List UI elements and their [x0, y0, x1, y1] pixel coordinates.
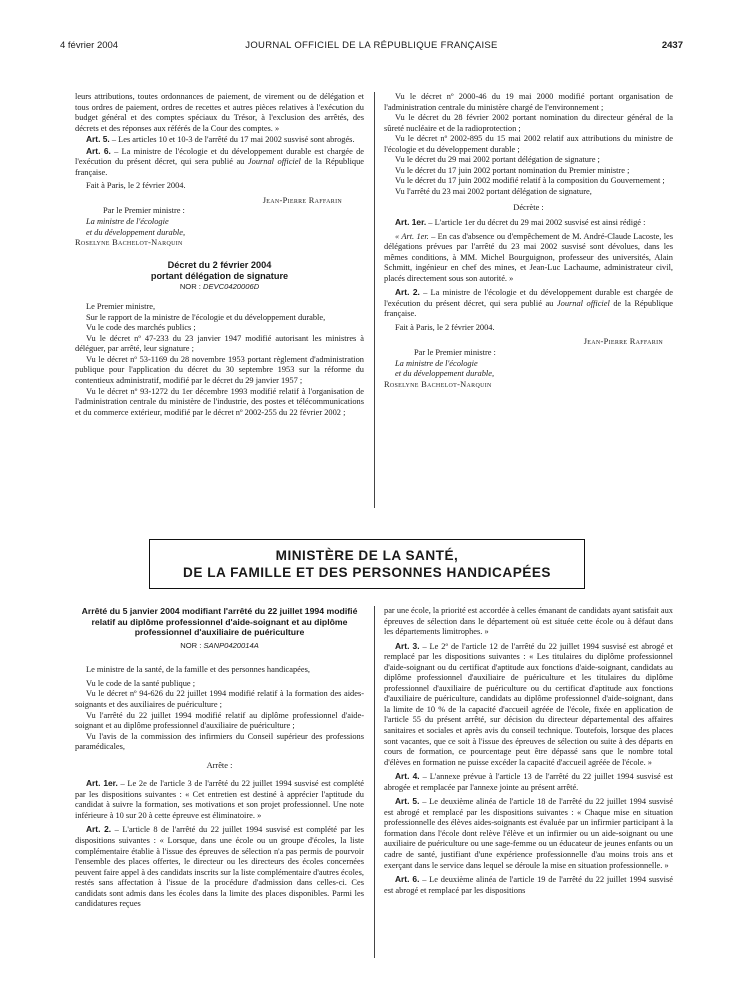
article-text: – Le 2e de l'article 3 de l'arrêté du 22 juillet 1994 susvisé est complété par les dispositions suivantes : « Cet entretien est destiné à apprécier l'aptitude du candidat à suivre la formation, ses motivations et son projet professionnel. Une note inférieure à 10 sur 20 à cette épreuve est éliminatoire. »	[75, 779, 364, 820]
journal-officiel-ref: Journal officiel	[247, 157, 301, 167]
minister-title: La ministre de l'écologie	[395, 358, 478, 368]
vu-clause: Vu l'arrêté du 22 juillet 1994 modifié relatif au diplôme professionnel d'aide-soignant et au diplôme professionnel d'auxiliaire de puériculture ;	[75, 710, 364, 731]
running-header	[60, 40, 683, 54]
minister-title: La ministre de l'écologie	[86, 217, 169, 227]
vu-clause: Vu le décret nº 2000-46 du 19 mai 2000 modifié portant organisation de l'administration centrale du ministère chargé de l'environnement ;	[384, 92, 673, 112]
vu-clause: Vu le décret du 28 février 2002 portant nomination du directeur général de la sûreté nucléaire et de la radioprotection ;	[384, 113, 673, 133]
nor-label: NOR :	[180, 640, 204, 650]
article-label: Art. 5.	[395, 796, 420, 807]
vu-clause: Vu le décret du 29 mai 2002 portant délégation de signature ;	[395, 155, 600, 165]
top-right-column	[384, 92, 673, 390]
header-date: 4 février 2004	[60, 40, 119, 51]
bottom-left-column	[75, 606, 364, 910]
vu-clause: Vu le décret nº 47-233 du 23 janvier 1947 modifié autorisant les ministres à déléguer, par arrêté, leur signature ;	[75, 333, 364, 354]
article-text: – Les articles 10 et 10-3 de l'arrêté du 17 mai 2002 susvisé sont abrogés.	[109, 135, 355, 145]
premier-ministre: Le Premier ministre,	[86, 302, 156, 312]
header-journal-title: JOURNAL OFFICIEL DE LA RÉPUBLIQUE FRANÇAISE	[245, 40, 498, 51]
article-text: En cas d'absence ou d'empêchement de M. André-Claude Lacoste, les délégations prévues par l'arrêté du 23 mai 2002 susvisé sont dévolues, dans les mêmes conditions, à MM. Michel Bourguignon, professeur des universités, Alain Schmitt, ingénieur en chef des mines, et Jean-Luc Lachaume, administrateur civil, placés directement sous son autorité. »	[384, 231, 673, 283]
top-left-column	[75, 92, 364, 418]
arrete-title: Arrêté du 5 janvier 2004 modifiant l'arrêté du 22 juillet 1994 modifié relatif au diplôme professionnel d'aide-soignant et au diplôme professionnel d'auxiliaire de puériculture	[81, 606, 358, 638]
ministry-heading-line1: MINISTÈRE DE LA SANTÉ,	[275, 548, 459, 563]
article-text: – L'annexe prévue à l'article 13 de l'arrêté du 22 juillet 1994 susvisé est abrogée et remplacée par l'annexe jointe au présent arrêté.	[384, 772, 673, 792]
paragraph: Le ministre de la santé, de la famille et des personnes handicapées,	[86, 665, 310, 675]
column-divider	[374, 606, 375, 958]
vu-clause: Vu le décret du 17 juin 2002 portant nomination du Premier ministre ;	[395, 165, 630, 175]
article-text: de la République française.	[384, 298, 673, 319]
article-label: Art. 1er.	[86, 778, 118, 789]
article-text: – L'article 1er du décret du 29 mai 2002 susvisé est ainsi rédigé :	[426, 218, 646, 228]
fait-a-paris: Fait à Paris, le 2 février 2004.	[395, 322, 495, 332]
fait-a-paris: Fait à Paris, le 2 février 2004.	[86, 181, 186, 191]
vu-clause: Vu le décret nº 53-1169 du 28 novembre 1953 portant règlement d'administration publique pour l'application du décret du 30 septembre 1953 sur la réforme du contentieux administratif, modifié par le décret du 29 janvier 1957 ;	[75, 354, 364, 386]
par-le-premier-ministre: Par le Premier ministre :	[414, 348, 496, 358]
par-le-premier-ministre: Par le Premier ministre :	[103, 206, 185, 216]
ministry-heading-line2: DE LA FAMILLE ET DES PERSONNES HANDICAPÉES	[183, 565, 551, 580]
article-label: Art. 2.	[86, 824, 112, 835]
article-text: de la République française.	[75, 157, 364, 177]
nor-code: SANP0420014A	[203, 640, 259, 650]
minister-title: et du développement durable,	[86, 227, 186, 237]
article-label: Art. 4.	[395, 771, 420, 782]
article-text: – La ministre de l'écologie et du développement durable est chargée de l'exécution du présent décret, qui sera publié au	[384, 288, 673, 308]
article-label: Art. 6.	[86, 145, 111, 156]
vu-clause: Vu l'arrêté du 23 mai 2002 portant délégation de signature,	[395, 186, 592, 196]
nor-reference	[75, 641, 364, 652]
nor-label: NOR :	[179, 281, 204, 291]
vu-clause: Vu le décret du 17 juin 2002 modifié relatif à la composition du Gouvernement ;	[395, 176, 665, 186]
arrete-heading: Arrête :	[206, 760, 233, 770]
article-text: – Le deuxième alinéa de l'article 19 de l'arrêté du 22 juillet 1994 susvisé est abrogé et remplacé par les dispositions	[384, 875, 673, 895]
vu-clause: Vu l'avis de la commission des infirmiers du Conseil supérieur des professions paramédicales,	[75, 731, 364, 752]
bottom-right-column	[384, 606, 673, 896]
vu-clause: Vu le code des marchés publics ;	[86, 323, 196, 333]
article-text: – Le 2º de l'article 12 de l'arrêté du 22 juillet 1994 susvisé est abrogé et remplacé par les dispositions suivantes : « Les titulaires du diplôme professionnel d'aide-soignant ou du certificat d'aptitude aux fonctions d'aide-soignant, candidats au diplôme professionnel d'auxiliaire de puériculture et les titulaires du diplôme professionnel d'auxiliaire de puériculture ou du certificat d'aptitude aux fonctions d'auxiliaire de puériculture, candidats au diplôme professionnel d'aide-soignant, dans la limite de 10 % de la capacité d'accueil agréée de l'école, fixée en application de l'article 55 du présent arrêté, sur décision du directeur départemental des affaires sanitaires et sociales et après avis du conseil technique. Toutefois, lorsque des places sont vacantes, que ce soit à l'issue des épreuves de sélection ou suite à des départs en cours de formation, ce pourcentage peut être dépassé sans que le nombre total d'élèves en formation ne puisse excéder la capacité d'accueil agréée de l'école. »	[384, 641, 673, 767]
article-label: Art. 2.	[395, 287, 420, 298]
article-text: – La ministre de l'écologie et du développement durable est chargée de l'exécution du présent décret, qui sera publié au	[75, 146, 364, 167]
article-label: Art. 5.	[86, 134, 110, 145]
article-text: – L'article 8 de l'arrêté du 22 juillet 1994 susvisé est complété par les dispositions suivantes : « Lorsque, dans une école ou un groupe d'écoles, la liste complémentaire établie à l'issue des épreuves de sélection n'a pas permis de pourvoir l'ensemble des places offertes, le directeur ou les directeurs des écoles concernées peuvent faire appel à des candidats inscrits sur la liste complémentaire d'autres écoles, restés sans affectation à l'issue de la procédure d'admission dans celles-ci. Ces candidats sont admis dans les écoles dans la limite des places disponibles. Parmi les candidatures reçues	[75, 825, 364, 909]
paragraph: Sur le rapport de la ministre de l'écologie et du développement durable,	[86, 312, 326, 322]
nor-reference	[75, 282, 364, 293]
paragraph: leurs attributions, toutes ordonnances de paiement, de virement ou de délégation et tous ordres de paiement, ordres de recettes et autres pièces relatives à l'exécution du budget général et des comptes spéciaux du Trésor, à l'exclusion des arrêtés, des décrets et des réponses aux référés de la Cour des comptes. »	[75, 92, 364, 133]
decree-title: Décret du 2 février 2004	[167, 259, 272, 270]
ministry-heading-box	[149, 539, 585, 589]
vu-clause: Vu le décret nº 93-1272 du 1er décembre 1993 modifié relatif à l'organisation de l'administration centrale du ministère de l'industrie, des postes et télécommunications et du commerce extérieur, modifié par le décret nº 2002-255 du 22 février 2002 ;	[75, 386, 364, 417]
signature-name: Jean-Pierre Raffarin	[583, 337, 663, 347]
minister-name: Roselyne Bachelot-Narquin	[75, 238, 183, 248]
paragraph: par une école, la priorité est accordée à celles émanant de candidats ayant satisfait aux épreuves de sélection dans le département où est située cette école ou à défaut dans les départements limitrophes. »	[384, 606, 673, 637]
vu-clause: Vu le décret nº 94-626 du 22 juillet 1994 modifié relatif à la formation des aides-soignants et des auxiliaires de puériculture ;	[75, 689, 364, 709]
decrete-heading: Décrète :	[513, 203, 544, 213]
signature-name: Jean-Pierre Raffarin	[262, 195, 342, 205]
minister-title: et du développement durable,	[395, 369, 495, 379]
article-label: Art. 1er.	[395, 217, 427, 228]
vu-clause: Vu le code de la santé publique ;	[86, 678, 196, 688]
article-text: – Le deuxième alinéa de l'article 18 de l'arrêté du 22 juillet 1994 susvisé est abrogé et remplacé par les dispositions suivantes : « Chaque mise en situation professionnelle des élèves aides-soignants est évaluée par un infirmier participant à la formation dans l'école dont relève l'élève et un infirmier ou un aide-soignant ou une auxiliaire de puériculture ou une sage-femme ou un éducateur de jeunes enfants ou un cadre de santé, justifiant d'une expérience professionnelle d'au moins trois ans et exerçant dans le service dans lequel se déroule la mise en situation professionnelle. »	[384, 797, 673, 870]
column-divider	[374, 92, 375, 508]
minister-name: Roselyne Bachelot-Narquin	[384, 379, 492, 389]
article-label: Art. 6.	[395, 874, 420, 885]
decree-subtitle: portant délégation de signature	[150, 270, 289, 281]
nor-code: DEVC0420006D	[203, 281, 260, 291]
header-page-number: 2437	[661, 40, 683, 51]
vu-clause: Vu le décret nº 2002-895 du 15 mai 2002 relatif aux attributions du ministre de l'écologie et du développement durable ;	[384, 134, 673, 154]
journal-officiel-ref: Journal officiel	[556, 298, 610, 308]
article-quote-label: « Art. 1er. –	[395, 231, 436, 241]
article-label: Art. 3.	[395, 640, 420, 651]
